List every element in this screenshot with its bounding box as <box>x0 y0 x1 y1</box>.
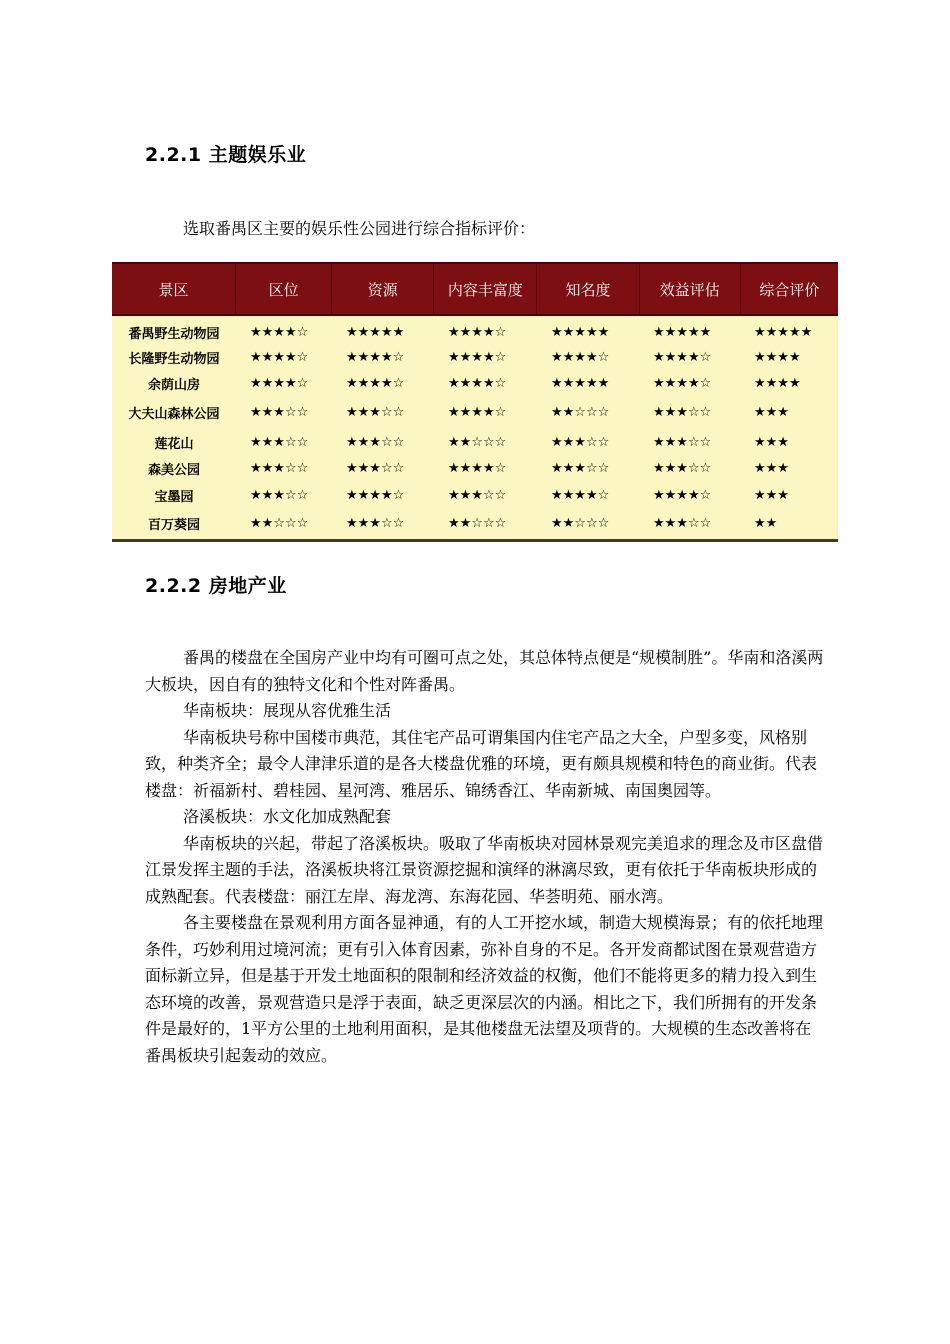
park-name-cell: 余荫山房 <box>147 378 200 393</box>
rating-cell: ★★★★☆ <box>250 325 309 340</box>
header-cell-content-richness: 内容丰富度 <box>434 264 537 314</box>
table-row <box>112 345 838 370</box>
rating-cell: ★★★ <box>754 405 789 420</box>
rating-cell: ★★★★☆ <box>250 376 309 391</box>
table-header-row <box>112 262 838 316</box>
rating-cell: ★★★★☆ <box>346 376 405 391</box>
rating-cell: ★★★★☆ <box>346 350 405 365</box>
rating-cell: ★★★☆☆ <box>250 434 309 450</box>
rating-cell: ★★☆☆☆ <box>551 516 610 531</box>
rating-cell: ★★★★☆ <box>448 376 507 391</box>
subheading-huanan-block: 华南板块：展现从容优雅生活 <box>183 701 392 720</box>
park-name-cell: 大夫山森林公园 <box>128 407 220 422</box>
rating-cell: ★★★★☆ <box>448 405 507 420</box>
rating-cell: ★★★★☆ <box>653 350 712 365</box>
table-row <box>112 397 838 428</box>
paragraph: 华南板块号称中国楼市典范，其住宅产品可谓集国内住宅产品之大全，户型多变，风格别致，种类齐全；最令人津津乐道的是各大楼盘优雅的环境，更有颇具规模和特色的商业街。代表楼盘：祈福新村、碧桂园、星河湾、雅居乐、锦绣香江、华南新城、南国奥园等。 <box>145 727 818 800</box>
rating-cell: ★★★★☆ <box>448 461 507 476</box>
park-name-cell: 番禺野生动物园 <box>128 327 220 342</box>
rating-cell: ★★★★☆ <box>346 488 405 503</box>
real-estate-body <box>145 645 825 1069</box>
rating-cell: ★★☆☆☆ <box>551 405 610 420</box>
header-cell-popularity: 知名度 <box>537 264 639 314</box>
rating-cell: ★★★★★ <box>551 325 610 340</box>
table-row <box>112 456 838 481</box>
rating-cell: ★★★☆☆ <box>448 488 507 503</box>
header-cell-resources: 资源 <box>332 264 434 314</box>
rating-cell: ★★★☆☆ <box>551 461 610 476</box>
park-name-cell: 森美公园 <box>147 463 200 478</box>
rating-cell: ★★★☆☆ <box>653 516 712 531</box>
rating-cell: ★★★★★ <box>754 325 813 340</box>
park-name-cell: 宝墨园 <box>154 490 194 505</box>
header-cell-benefit-evaluation: 效益评估 <box>640 264 741 314</box>
rating-cell: ★★★ <box>754 488 789 503</box>
rating-cell: ★★★☆☆ <box>653 434 712 450</box>
table-row <box>112 481 838 510</box>
header-cell-overall-rating: 综合评价 <box>759 280 820 299</box>
rating-cell: ★★★☆☆ <box>346 461 405 476</box>
rating-cell: ★★★★☆ <box>551 350 610 365</box>
rating-cell: ★★☆☆☆ <box>250 516 309 531</box>
table-row <box>112 428 838 456</box>
rating-cell: ★★★★☆ <box>250 350 309 365</box>
subheading-luoxi-block: 洛溪板块：水文化加成熟配套 <box>183 807 392 826</box>
rating-cell: ★★★★☆ <box>653 376 712 391</box>
table-row <box>112 370 838 397</box>
rating-cell: ★★★☆☆ <box>250 405 309 420</box>
rating-cell: ★★★ <box>754 461 789 476</box>
rating-cell: ★★★★☆ <box>448 350 507 365</box>
rating-cell: ★★★★★ <box>653 325 712 340</box>
rating-cell: ★★★★★ <box>551 376 610 391</box>
rating-cell: ★★★☆☆ <box>653 461 712 476</box>
header-cell-scenic-area: 景区 <box>112 264 236 314</box>
rating-cell: ★★★☆☆ <box>346 516 405 531</box>
rating-cell: ★★ <box>754 516 778 531</box>
park-name-cell: 长隆野生动物园 <box>128 352 220 367</box>
section-heading-real-estate: 2.2.2 房地产业 <box>145 575 287 597</box>
rating-cell: ★★☆☆☆ <box>448 516 507 531</box>
rating-cell: ★★★★ <box>754 350 801 365</box>
rating-cell: ★★★ <box>754 434 789 450</box>
rating-cell: ★★★★☆ <box>448 325 507 340</box>
park-name-cell: 百万葵园 <box>147 518 200 533</box>
rating-cell: ★★★★☆ <box>653 488 712 503</box>
park-evaluation-table <box>112 262 838 542</box>
park-name-cell: 莲花山 <box>154 436 194 452</box>
rating-cell: ★★☆☆☆ <box>448 434 507 450</box>
table-row <box>112 320 838 345</box>
section-heading-theme-entertainment: 2.2.1 主题娱乐业 <box>145 144 307 166</box>
rating-cell: ★★★☆☆ <box>551 434 610 450</box>
table-body <box>112 316 838 542</box>
rating-cell: ★★★★★ <box>346 325 405 340</box>
table-intro-text: 选取番禺区主要的娱乐性公园进行综合指标评价： <box>183 219 536 238</box>
rating-cell: ★★★☆☆ <box>346 405 405 420</box>
rating-cell: ★★★★ <box>754 376 801 391</box>
header-cell-location: 区位 <box>236 264 332 314</box>
paragraph: 番禺的楼盘在全国房产业中均有可圈可点之处，其总体特点便是“规模制胜”。华南和洛溪两大板块，因自有的独特文化和个性对阵番禺。 <box>145 648 824 694</box>
rating-cell: ★★★☆☆ <box>653 405 712 420</box>
rating-cell: ★★★★☆ <box>551 488 610 503</box>
rating-cell: ★★★☆☆ <box>346 434 405 450</box>
table-row <box>112 510 838 537</box>
rating-cell: ★★★☆☆ <box>250 461 309 476</box>
rating-cell: ★★★☆☆ <box>250 488 309 503</box>
paragraph: 华南板块的兴起，带起了洛溪板块。吸取了华南板块对园林景观完美追求的理念及市区盘借江景发挥主题的手法，洛溪板块将江景资源挖掘和演绎的淋漓尽致，更有依托于华南板块形成的成熟配套。代表楼盘：丽江左岸、海龙湾、东海花园、华荟明苑、丽水湾。 <box>145 833 824 906</box>
paragraph: 各主要楼盘在景观利用方面各显神通，有的人工开挖水域，制造大规模海景；有的依托地理条件，巧妙利用过境河流；更有引入体育因素，弥补自身的不足。各开发商都试图在景观营造方面标新立异，但是基于开发土地面积的限制和经济效益的权衡，他们不能将更多的精力投入到生态环境的改善，景观营造只是浮于表面，缺乏更深层次的内涵。相比之下，我们所拥有的开发条件是最好的，1平方公里的土地利用面积，是其他楼盘无法望及项背的。大规模的生态改善将在番禺板块引起轰动的效应。 <box>145 913 824 1065</box>
